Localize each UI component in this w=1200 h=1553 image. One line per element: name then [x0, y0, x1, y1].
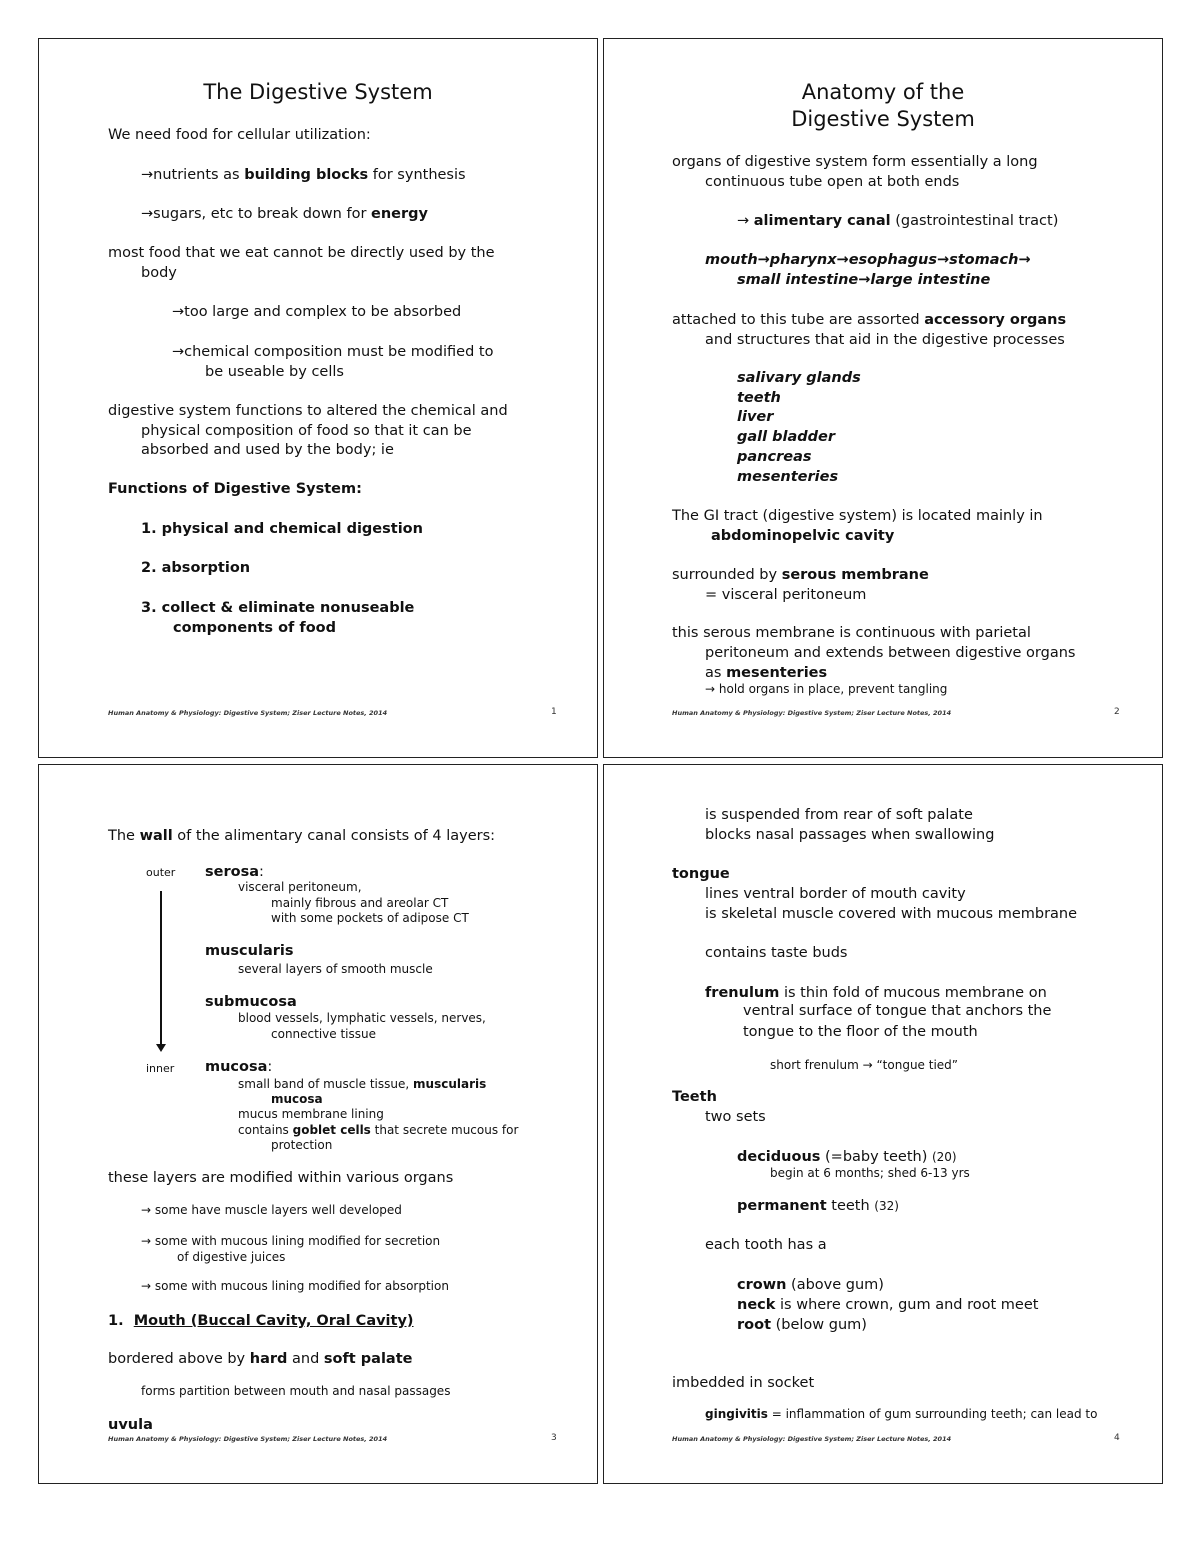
slide-4 [603, 764, 1163, 1484]
gi-tract-line-2: abdominopelvic cavity [711, 528, 895, 544]
accessory-organ-item: mesenteries [737, 469, 839, 485]
down-arrow-icon [160, 891, 162, 1044]
tongue-detail: lines ventral border of mouth cavity [705, 886, 966, 902]
frenulum-line-3: tongue to the floor of the mouth [743, 1024, 978, 1040]
organs-line-2: continuous tube open at both ends [705, 174, 960, 190]
slide-3 [38, 764, 598, 1484]
page-number: 4 [1114, 1433, 1120, 1443]
page-number: 2 [1114, 707, 1120, 717]
mucosa-heading: mucosa: [205, 1059, 273, 1075]
two-sets-line: two sets [705, 1109, 766, 1125]
permanent-line: permanent teeth (32) [737, 1198, 899, 1214]
frenulum-line-2: ventral surface of tongue that anchors the [743, 1003, 1052, 1019]
hold-organs-line: → hold organs in place, prevent tangling [705, 682, 948, 696]
serosa-heading: serosa: [205, 864, 264, 880]
neck-line: neck is where crown, gum and root meet [737, 1297, 1039, 1313]
digestive-functions-line-3: absorbed and used by the body; ie [141, 442, 394, 458]
accessory-organ-item: gall bladder [737, 429, 836, 445]
mucosa-detail-3: mucus membrane lining [238, 1107, 384, 1121]
accessory-line: attached to this tube are assorted accessory organs [672, 312, 1067, 328]
deciduous-line: deciduous (=baby teeth) (20) [737, 1149, 957, 1165]
uvula-detail-2: blocks nasal passages when swallowing [705, 827, 995, 843]
most-food-line: most food that we eat cannot be directly used by the [108, 245, 495, 261]
serous-line: surrounded by serous membrane [672, 567, 929, 583]
inner-label: inner [146, 1062, 175, 1075]
serosa-detail-2: mainly fibrous and areolar CT [271, 896, 449, 910]
sugars-line: →sugars, etc to break down for energy [141, 206, 428, 222]
submucosa-detail-2: connective tissue [271, 1027, 376, 1041]
function-item-3-line-2: components of food [173, 620, 337, 636]
submucosa-detail: blood vessels, lymphatic vessels, nerves, [238, 1011, 486, 1025]
modified-line: these layers are modified within various organs [108, 1170, 454, 1186]
teeth-heading: Teeth [672, 1089, 717, 1105]
arrowhead-icon [156, 1044, 166, 1052]
organs-line: organs of digestive system form essentially a long [672, 154, 1038, 170]
modified-item: → some with mucous lining modified for absorption [141, 1279, 449, 1293]
slide-title: The Digestive System [203, 80, 433, 104]
page-number: 1 [551, 707, 557, 717]
tract-path-line: mouth→pharynx→esophagus→stomach→ [705, 252, 1031, 268]
deciduous-detail: begin at 6 months; shed 6-13 yrs [770, 1166, 970, 1180]
nutrients-line: →nutrients as building blocks for synthesis [141, 167, 466, 183]
gi-tract-line: The GI tract (digestive system) is located mainly in [672, 508, 1043, 524]
outer-label: outer [146, 866, 176, 879]
digestive-functions-line-2: physical composition of food so that it can be [141, 423, 472, 439]
functions-heading: Functions of Digestive System: [108, 481, 362, 497]
partition-line: forms partition between mouth and nasal passages [141, 1384, 451, 1398]
tongue-tied-line: short frenulum → “tongue tied” [770, 1058, 958, 1072]
footer: Human Anatomy & Physiology: Digestive System; Ziser Lecture Notes, 2014 [108, 1435, 388, 1443]
parietal-line-3: as mesenteries [705, 665, 828, 681]
socket-line: imbedded in socket [672, 1375, 815, 1391]
mucosa-detail-4: contains goblet cells that secrete mucous for [238, 1123, 519, 1137]
crown-line: crown (above gum) [737, 1277, 884, 1293]
slide-1 [38, 38, 598, 758]
alimentary-canal-line: → alimentary canal (gastrointestinal tract) [737, 213, 1059, 229]
wall-line: The wall of the alimentary canal consists of 4 layers: [108, 828, 496, 844]
function-item-2: 2. absorption [141, 560, 251, 576]
tract-path-line-2: small intestine→large intestine [737, 272, 991, 288]
gingivitis-line: gingivitis = inflammation of gum surrounding teeth; can lead to [705, 1407, 1098, 1421]
mouth-heading: 1. Mouth (Buccal Cavity, Oral Cavity) [108, 1313, 414, 1329]
serosa-detail: visceral peritoneum, [238, 880, 362, 894]
tongue-detail-2: is skeletal muscle covered with mucous membrane [705, 906, 1078, 922]
digestive-functions-line: digestive system functions to altered the chemical and [108, 403, 508, 419]
taste-buds-line: contains taste buds [705, 945, 848, 961]
slide-2 [603, 38, 1163, 758]
slide-title-line-1: Anatomy of the [801, 80, 965, 104]
footer: Human Anatomy & Physiology: Digestive System; Ziser Lecture Notes, 2014 [108, 709, 388, 717]
chemical-line-2: be useable by cells [205, 364, 344, 380]
footer: Human Anatomy & Physiology: Digestive System; Ziser Lecture Notes, 2014 [672, 1435, 952, 1443]
frenulum-line: frenulum is thin fold of mucous membrane on [705, 985, 1047, 1001]
accessory-line-2: and structures that aid in the digestive processes [705, 332, 1065, 348]
parietal-line: this serous membrane is continuous with parietal [672, 625, 1031, 641]
mucosa-detail-5: protection [271, 1138, 333, 1152]
function-item-3: 3. collect & eliminate nonuseable [141, 600, 415, 616]
submucosa-heading: submucosa [205, 994, 297, 1010]
mucosa-detail: small band of muscle tissue, muscularis [238, 1077, 487, 1091]
uvula-detail: is suspended from rear of soft palate [705, 807, 973, 823]
uvula-heading: uvula [108, 1417, 153, 1433]
accessory-organ-item: pancreas [737, 449, 812, 465]
most-food-line-2: body [141, 265, 177, 281]
intro-text: We need food for cellular utilization: [108, 127, 371, 143]
accessory-organ-item: liver [737, 409, 774, 425]
modified-item: → some have muscle layers well developed [141, 1203, 402, 1217]
function-item-1: 1. physical and chemical digestion [141, 521, 423, 537]
serous-line-2: = visceral peritoneum [705, 587, 867, 603]
each-tooth-line: each tooth has a [705, 1237, 827, 1253]
accessory-organ-item: salivary glands [737, 370, 861, 386]
root-line: root (below gum) [737, 1317, 867, 1333]
modified-item: → some with mucous lining modified for secretion [141, 1234, 441, 1248]
muscularis-detail: several layers of smooth muscle [238, 962, 433, 976]
parietal-line-2: peritoneum and extends between digestive organs [705, 645, 1076, 661]
footer: Human Anatomy & Physiology: Digestive System; Ziser Lecture Notes, 2014 [672, 709, 952, 717]
muscularis-heading: muscularis [205, 943, 294, 959]
mucosa-detail-2: mucosa [271, 1092, 323, 1106]
chemical-line: →chemical composition must be modified to [172, 344, 494, 360]
slide-title-line-2: Digestive System [791, 107, 975, 131]
accessory-organ-item: teeth [737, 390, 781, 406]
modified-item-continued: of digestive juices [177, 1250, 286, 1264]
serosa-detail-3: with some pockets of adipose CT [271, 911, 469, 925]
bordered-line: bordered above by hard and soft palate [108, 1351, 413, 1367]
tongue-heading: tongue [672, 866, 730, 882]
page-number: 3 [551, 1433, 557, 1443]
too-large-line: →too large and complex to be absorbed [172, 304, 462, 320]
